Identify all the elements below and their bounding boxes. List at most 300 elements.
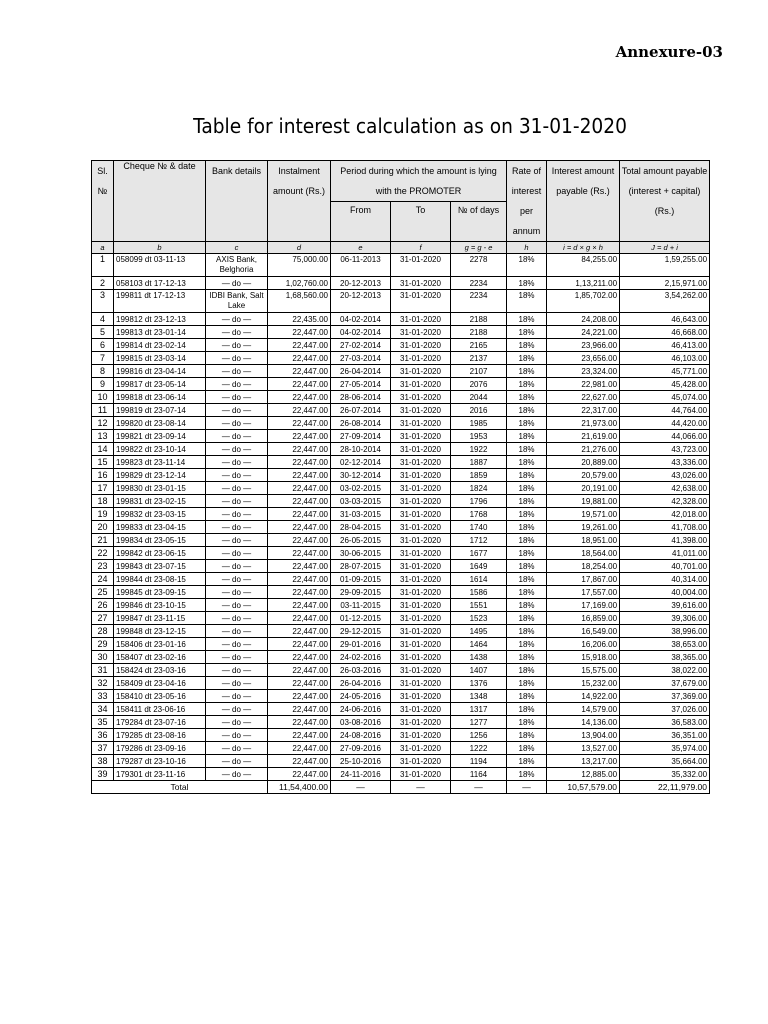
cell-from: 26-05-2015 (331, 534, 391, 547)
cell-total: 1,59,255.00 (620, 254, 710, 277)
cell-total: 40,314.00 (620, 573, 710, 586)
table-row (92, 612, 710, 625)
cell-bank: — do — (206, 391, 268, 404)
table-row (92, 638, 710, 651)
cell-total: 44,066.00 (620, 430, 710, 443)
cell-to: 31-01-2020 (391, 690, 451, 703)
cell-to: 31-01-2020 (391, 456, 451, 469)
cell-from: 27-03-2014 (331, 352, 391, 365)
cell-from: 24-05-2016 (331, 690, 391, 703)
cell-days: 1164 (451, 768, 507, 781)
cell-days: 2188 (451, 326, 507, 339)
cell-interest: 22,627.00 (547, 391, 620, 404)
cell-sl: 14 (92, 443, 114, 456)
cell-cheque: 179301 dt 23-11-16 (114, 768, 206, 781)
header-period: Period during which the amount is lying with the PROMOTER (331, 161, 507, 202)
cell-from: 27-09-2014 (331, 430, 391, 443)
cell-bank: — do — (206, 755, 268, 768)
cell-amount: 22,447.00 (268, 326, 331, 339)
cell-rate: 18% (507, 677, 547, 690)
cell-amount: 22,447.00 (268, 638, 331, 651)
cell-amount: 22,447.00 (268, 495, 331, 508)
header-instalment: Instalment amount (Rs.) (268, 161, 331, 242)
cell-from: 03-02-2015 (331, 482, 391, 495)
total-to: — (391, 781, 451, 794)
cell-to: 31-01-2020 (391, 638, 451, 651)
table-row (92, 664, 710, 677)
cell-to: 31-01-2020 (391, 352, 451, 365)
cell-rate: 18% (507, 742, 547, 755)
cell-sl: 4 (92, 313, 114, 326)
cell-to: 31-01-2020 (391, 430, 451, 443)
cell-sl: 21 (92, 534, 114, 547)
cell-to: 31-01-2020 (391, 534, 451, 547)
cell-sl: 5 (92, 326, 114, 339)
cell-from: 26-03-2016 (331, 664, 391, 677)
cell-from: 03-11-2015 (331, 599, 391, 612)
table-row (92, 404, 710, 417)
header-sl: Sl. № (92, 161, 114, 242)
table-row (92, 482, 710, 495)
cell-days: 1348 (451, 690, 507, 703)
cell-to: 31-01-2020 (391, 404, 451, 417)
cell-cheque: 199832 dt 23-03-15 (114, 508, 206, 521)
cell-to: 31-01-2020 (391, 365, 451, 378)
cell-sl: 2 (92, 277, 114, 290)
cell-from: 24-11-2016 (331, 768, 391, 781)
header-cheque: Cheque № & date (114, 161, 206, 242)
cell-sl: 18 (92, 495, 114, 508)
cell-interest: 22,981.00 (547, 378, 620, 391)
cell-amount: 22,447.00 (268, 521, 331, 534)
cell-amount: 22,447.00 (268, 677, 331, 690)
cell-cheque: 199821 dt 23-09-14 (114, 430, 206, 443)
cell-cheque: 199843 dt 23-07-15 (114, 560, 206, 573)
cell-total: 46,668.00 (620, 326, 710, 339)
table-row (92, 443, 710, 456)
cell-interest: 17,867.00 (547, 573, 620, 586)
cell-from: 25-10-2016 (331, 755, 391, 768)
cell-bank: — do — (206, 534, 268, 547)
cell-from: 28-06-2014 (331, 391, 391, 404)
cell-amount: 22,447.00 (268, 404, 331, 417)
cell-bank: — do — (206, 430, 268, 443)
letter-i: i = d × g × h (547, 242, 620, 254)
cell-to: 31-01-2020 (391, 664, 451, 677)
cell-interest: 17,557.00 (547, 586, 620, 599)
cell-interest: 19,881.00 (547, 495, 620, 508)
cell-days: 1407 (451, 664, 507, 677)
cell-bank: — do — (206, 352, 268, 365)
cell-cheque: 199845 dt 23-09-15 (114, 586, 206, 599)
cell-bank: — do — (206, 638, 268, 651)
cell-sl: 30 (92, 651, 114, 664)
cell-cheque: 158407 dt 23-02-16 (114, 651, 206, 664)
cell-cheque: 199848 dt 23-12-15 (114, 625, 206, 638)
cell-days: 2278 (451, 254, 507, 277)
letter-e: e (331, 242, 391, 254)
cell-rate: 18% (507, 547, 547, 560)
cell-interest: 16,549.00 (547, 625, 620, 638)
table-row (92, 560, 710, 573)
table-row (92, 755, 710, 768)
cell-interest: 84,255.00 (547, 254, 620, 277)
cell-rate: 18% (507, 352, 547, 365)
cell-total: 43,026.00 (620, 469, 710, 482)
cell-sl: 10 (92, 391, 114, 404)
cell-rate: 18% (507, 430, 547, 443)
cell-sl: 20 (92, 521, 114, 534)
cell-interest: 15,575.00 (547, 664, 620, 677)
cell-cheque: 199820 dt 23-08-14 (114, 417, 206, 430)
cell-to: 31-01-2020 (391, 339, 451, 352)
header-to: To (391, 202, 451, 242)
cell-sl: 38 (92, 755, 114, 768)
cell-total: 45,074.00 (620, 391, 710, 404)
cell-cheque: 199847 dt 23-11-15 (114, 612, 206, 625)
table-row (92, 521, 710, 534)
cell-to: 31-01-2020 (391, 560, 451, 573)
cell-to: 31-01-2020 (391, 703, 451, 716)
table-body (92, 254, 710, 781)
cell-days: 1523 (451, 612, 507, 625)
cell-days: 2107 (451, 365, 507, 378)
cell-amount: 22,435.00 (268, 313, 331, 326)
cell-to: 31-01-2020 (391, 508, 451, 521)
cell-to: 31-01-2020 (391, 729, 451, 742)
cell-from: 28-04-2015 (331, 521, 391, 534)
cell-to: 31-01-2020 (391, 443, 451, 456)
cell-rate: 18% (507, 521, 547, 534)
cell-rate: 18% (507, 599, 547, 612)
cell-interest: 14,579.00 (547, 703, 620, 716)
cell-sl: 11 (92, 404, 114, 417)
cell-from: 06-11-2013 (331, 254, 391, 277)
cell-days: 1464 (451, 638, 507, 651)
total-days: — (451, 781, 507, 794)
cell-bank: — do — (206, 651, 268, 664)
cell-sl: 16 (92, 469, 114, 482)
cell-total: 44,764.00 (620, 404, 710, 417)
cell-interest: 1,85,702.00 (547, 290, 620, 313)
table-row (92, 313, 710, 326)
cell-cheque: 199831 dt 23-02-15 (114, 495, 206, 508)
table-row (92, 254, 710, 277)
cell-amount: 22,447.00 (268, 768, 331, 781)
cell-total: 45,771.00 (620, 365, 710, 378)
cell-interest: 1,13,211.00 (547, 277, 620, 290)
cell-days: 1376 (451, 677, 507, 690)
cell-bank: — do — (206, 365, 268, 378)
cell-bank: — do — (206, 547, 268, 560)
table-row (92, 495, 710, 508)
cell-to: 31-01-2020 (391, 326, 451, 339)
cell-cheque: 199816 dt 23-04-14 (114, 365, 206, 378)
letter-h: h (507, 242, 547, 254)
cell-total: 38,365.00 (620, 651, 710, 664)
table-row (92, 469, 710, 482)
table-row (92, 690, 710, 703)
cell-interest: 24,221.00 (547, 326, 620, 339)
cell-sl: 27 (92, 612, 114, 625)
cell-interest: 21,973.00 (547, 417, 620, 430)
cell-bank: — do — (206, 495, 268, 508)
cell-amount: 75,000.00 (268, 254, 331, 277)
cell-interest: 15,918.00 (547, 651, 620, 664)
cell-cheque: 199815 dt 23-03-14 (114, 352, 206, 365)
cell-cheque: 179287 dt 23-10-16 (114, 755, 206, 768)
cell-from: 02-12-2014 (331, 456, 391, 469)
cell-cheque: 199842 dt 23-06-15 (114, 547, 206, 560)
cell-cheque: 199833 dt 23-04-15 (114, 521, 206, 534)
table-row (92, 586, 710, 599)
cell-total: 37,679.00 (620, 677, 710, 690)
cell-to: 31-01-2020 (391, 651, 451, 664)
cell-amount: 22,447.00 (268, 560, 331, 573)
cell-total: 35,974.00 (620, 742, 710, 755)
cell-sl: 34 (92, 703, 114, 716)
cell-total: 38,022.00 (620, 664, 710, 677)
cell-interest: 19,261.00 (547, 521, 620, 534)
cell-to: 31-01-2020 (391, 768, 451, 781)
cell-amount: 22,447.00 (268, 651, 331, 664)
cell-sl: 12 (92, 417, 114, 430)
cell-total: 43,723.00 (620, 443, 710, 456)
cell-rate: 18% (507, 651, 547, 664)
cell-amount: 22,447.00 (268, 599, 331, 612)
cell-from: 26-04-2014 (331, 365, 391, 378)
cell-interest: 14,136.00 (547, 716, 620, 729)
cell-rate: 18% (507, 703, 547, 716)
cell-amount: 22,447.00 (268, 729, 331, 742)
cell-amount: 22,447.00 (268, 716, 331, 729)
cell-from: 04-02-2014 (331, 313, 391, 326)
cell-rate: 18% (507, 443, 547, 456)
cell-from: 03-08-2016 (331, 716, 391, 729)
cell-to: 31-01-2020 (391, 391, 451, 404)
cell-amount: 22,447.00 (268, 742, 331, 755)
cell-to: 31-01-2020 (391, 482, 451, 495)
cell-rate: 18% (507, 573, 547, 586)
cell-from: 31-03-2015 (331, 508, 391, 521)
cell-bank: — do — (206, 456, 268, 469)
cell-rate: 18% (507, 417, 547, 430)
cell-to: 31-01-2020 (391, 586, 451, 599)
cell-amount: 22,447.00 (268, 547, 331, 560)
cell-days: 1922 (451, 443, 507, 456)
cell-from: 04-02-2014 (331, 326, 391, 339)
table-row (92, 768, 710, 781)
table-row (92, 277, 710, 290)
cell-sl: 9 (92, 378, 114, 391)
cell-total: 44,420.00 (620, 417, 710, 430)
table-row (92, 378, 710, 391)
cell-total: 39,616.00 (620, 599, 710, 612)
table-row (92, 339, 710, 352)
header-total: Total amount payable (interest + capital) (Rs.) (620, 161, 710, 242)
cell-total: 38,653.00 (620, 638, 710, 651)
cell-rate: 18% (507, 326, 547, 339)
cell-interest: 21,276.00 (547, 443, 620, 456)
cell-bank: — do — (206, 742, 268, 755)
total-interest: 10,57,579.00 (547, 781, 620, 794)
cell-days: 2137 (451, 352, 507, 365)
column-letter-row (92, 242, 710, 254)
letter-f: f (391, 242, 451, 254)
cell-interest: 23,656.00 (547, 352, 620, 365)
cell-from: 20-12-2013 (331, 277, 391, 290)
cell-rate: 18% (507, 404, 547, 417)
cell-to: 31-01-2020 (391, 547, 451, 560)
cell-bank: — do — (206, 339, 268, 352)
cell-rate: 18% (507, 755, 547, 768)
cell-amount: 22,447.00 (268, 612, 331, 625)
cell-cheque: 199811 dt 17-12-13 (114, 290, 206, 313)
cell-cheque: 199844 dt 23-08-15 (114, 573, 206, 586)
cell-bank: — do — (206, 277, 268, 290)
cell-cheque: 199812 dt 23-12-13 (114, 313, 206, 326)
cell-to: 31-01-2020 (391, 495, 451, 508)
letter-a: a (92, 242, 114, 254)
letter-b: b (114, 242, 206, 254)
cell-rate: 18% (507, 560, 547, 573)
cell-cheque: 158409 dt 23-04-16 (114, 677, 206, 690)
cell-total: 37,026.00 (620, 703, 710, 716)
cell-amount: 22,447.00 (268, 508, 331, 521)
cell-amount: 22,447.00 (268, 625, 331, 638)
cell-days: 1438 (451, 651, 507, 664)
cell-from: 27-05-2014 (331, 378, 391, 391)
table-row (92, 430, 710, 443)
cell-bank: — do — (206, 703, 268, 716)
cell-amount: 22,447.00 (268, 586, 331, 599)
table-row (92, 599, 710, 612)
cell-bank: — do — (206, 573, 268, 586)
cell-bank: — do — (206, 664, 268, 677)
cell-amount: 22,447.00 (268, 755, 331, 768)
cell-cheque: 158411 dt 23-06-16 (114, 703, 206, 716)
cell-to: 31-01-2020 (391, 742, 451, 755)
cell-interest: 18,254.00 (547, 560, 620, 573)
cell-days: 1495 (451, 625, 507, 638)
cell-cheque: 199819 dt 23-07-14 (114, 404, 206, 417)
cell-interest: 20,191.00 (547, 482, 620, 495)
cell-bank: — do — (206, 443, 268, 456)
cell-days: 1796 (451, 495, 507, 508)
cell-amount: 22,447.00 (268, 690, 331, 703)
table-row (92, 534, 710, 547)
cell-total: 37,369.00 (620, 690, 710, 703)
cell-from: 24-06-2016 (331, 703, 391, 716)
table-footer (92, 781, 710, 794)
cell-rate: 18% (507, 638, 547, 651)
table-row (92, 547, 710, 560)
cell-from: 20-12-2013 (331, 290, 391, 313)
cell-from: 27-09-2016 (331, 742, 391, 755)
cell-to: 31-01-2020 (391, 277, 451, 290)
cell-bank: — do — (206, 326, 268, 339)
cell-to: 31-01-2020 (391, 573, 451, 586)
cell-bank: — do — (206, 508, 268, 521)
cell-rate: 18% (507, 365, 547, 378)
cell-sl: 26 (92, 599, 114, 612)
cell-total: 39,306.00 (620, 612, 710, 625)
cell-days: 1768 (451, 508, 507, 521)
cell-bank: — do — (206, 586, 268, 599)
cell-cheque: 199822 dt 23-10-14 (114, 443, 206, 456)
total-row (92, 781, 710, 794)
total-amount: 11,54,400.00 (268, 781, 331, 794)
cell-cheque: 179284 dt 23-07-16 (114, 716, 206, 729)
table-row (92, 508, 710, 521)
table-row (92, 456, 710, 469)
cell-bank: — do — (206, 482, 268, 495)
cell-to: 31-01-2020 (391, 313, 451, 326)
cell-to: 31-01-2020 (391, 599, 451, 612)
total-grand: 22,11,979.00 (620, 781, 710, 794)
cell-total: 42,638.00 (620, 482, 710, 495)
cell-interest: 16,859.00 (547, 612, 620, 625)
cell-amount: 22,447.00 (268, 482, 331, 495)
table-row (92, 703, 710, 716)
table-row (92, 290, 710, 313)
cell-total: 41,011.00 (620, 547, 710, 560)
cell-total: 46,103.00 (620, 352, 710, 365)
table-row (92, 365, 710, 378)
cell-to: 31-01-2020 (391, 521, 451, 534)
cell-total: 38,996.00 (620, 625, 710, 638)
cell-sl: 7 (92, 352, 114, 365)
cell-bank: IDBI Bank, Salt Lake (206, 290, 268, 313)
cell-total: 40,004.00 (620, 586, 710, 599)
cell-total: 46,413.00 (620, 339, 710, 352)
cell-bank: — do — (206, 716, 268, 729)
cell-days: 1277 (451, 716, 507, 729)
cell-bank: — do — (206, 690, 268, 703)
cell-bank: — do — (206, 677, 268, 690)
cell-interest: 21,619.00 (547, 430, 620, 443)
cell-sl: 6 (92, 339, 114, 352)
cell-to: 31-01-2020 (391, 625, 451, 638)
cell-to: 31-01-2020 (391, 290, 451, 313)
cell-interest: 20,889.00 (547, 456, 620, 469)
cell-from: 30-06-2015 (331, 547, 391, 560)
cell-interest: 22,317.00 (547, 404, 620, 417)
header-from: From (331, 202, 391, 242)
cell-sl: 17 (92, 482, 114, 495)
cell-total: 36,351.00 (620, 729, 710, 742)
cell-rate: 18% (507, 729, 547, 742)
cell-rate: 18% (507, 625, 547, 638)
cell-sl: 13 (92, 430, 114, 443)
cell-interest: 15,232.00 (547, 677, 620, 690)
header-rate: Rate of interest per annum (507, 161, 547, 242)
table-header (92, 161, 710, 254)
cell-interest: 20,579.00 (547, 469, 620, 482)
cell-amount: 22,447.00 (268, 573, 331, 586)
cell-sl: 8 (92, 365, 114, 378)
cell-interest: 14,922.00 (547, 690, 620, 703)
cell-to: 31-01-2020 (391, 612, 451, 625)
cell-rate: 18% (507, 290, 547, 313)
cell-sl: 32 (92, 677, 114, 690)
cell-rate: 18% (507, 586, 547, 599)
cell-bank: — do — (206, 560, 268, 573)
cell-rate: 18% (507, 482, 547, 495)
table-row (92, 391, 710, 404)
cell-days: 1953 (451, 430, 507, 443)
cell-amount: 22,447.00 (268, 391, 331, 404)
